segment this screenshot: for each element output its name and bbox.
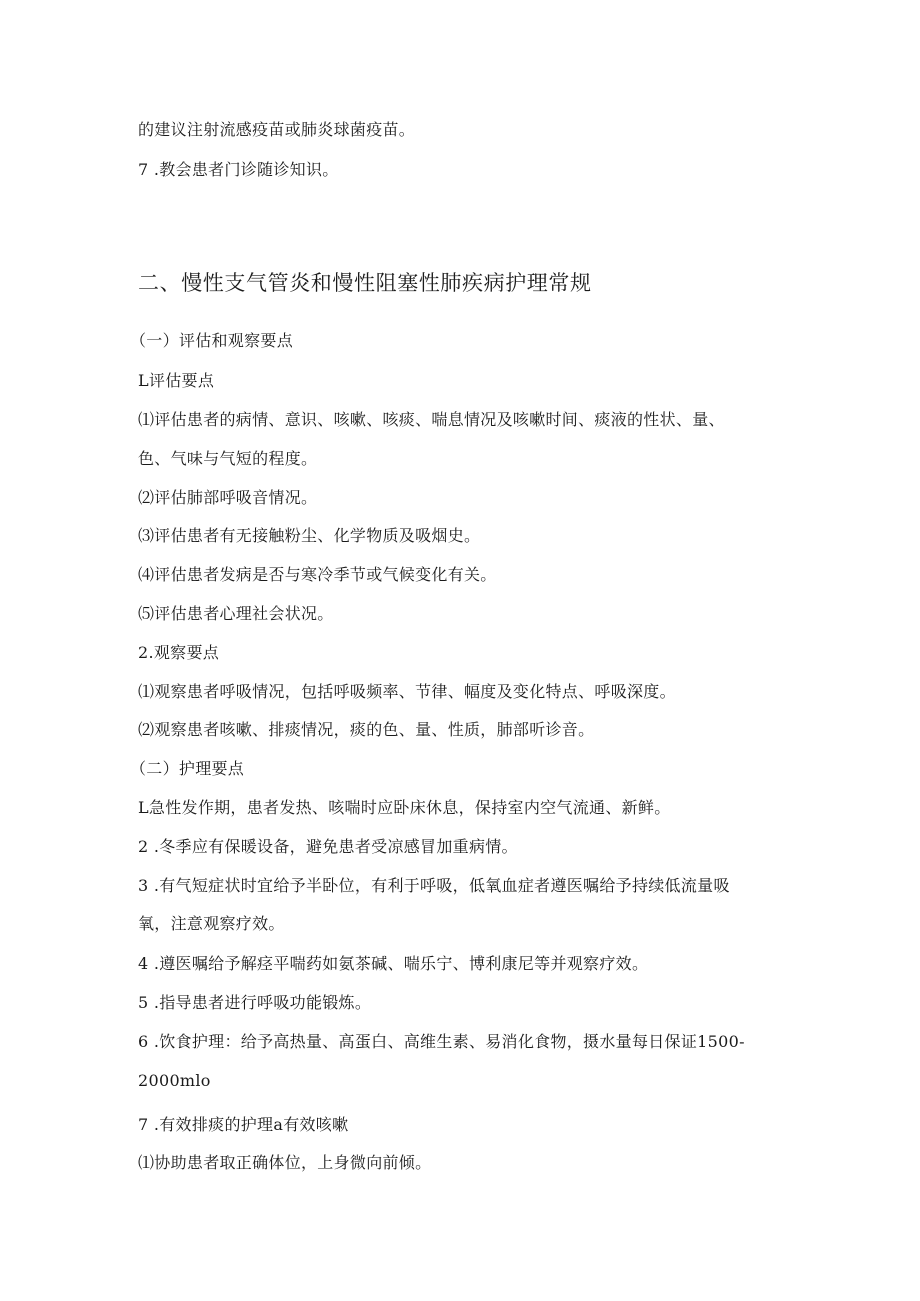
nursing-item-7: 7 .有效排痰的护理a有效咳嗽 <box>138 1115 349 1134</box>
section-title: 二、慢性支气管炎和慢性阻塞性肺疾病护理常规 <box>138 271 592 295</box>
assessment-item-4: ⑷评估患者发病是否与寒冷季节或气候变化有关。 <box>138 565 497 584</box>
assessment-item-3: ⑶评估患者有无接触粉尘、化学物质及吸烟史。 <box>138 526 481 545</box>
observation-item-2: ⑵观察患者咳嗽、排痰情况，痰的色、量、性质，肺部听诊音。 <box>138 720 595 739</box>
nursing-item-5: 5 .指导患者进行呼吸功能锻炼。 <box>138 993 372 1012</box>
observation-subheader: 2.观察要点 <box>138 643 220 662</box>
subsection-header-assessment: （一）评估和观察要点 <box>130 331 294 350</box>
assessment-item-1b: 色、气味与气短的程度。 <box>138 449 318 468</box>
paragraph-vaccine-advice: 的建议注射流感疫苗或肺炎球菌疫苗。 <box>138 120 416 139</box>
assessment-item-2: ⑵评估肺部呼吸音情况。 <box>138 488 318 507</box>
nursing-item-2: 2 .冬季应有保暖设备，避免患者受凉感冒加重病情。 <box>138 837 518 856</box>
nursing-item-4: 4 .遵医嘱给予解痉平喘药如氨茶碱、喘乐宁、博利康尼等并观察疗效。 <box>138 954 649 973</box>
assessment-subheader-1: L评估要点 <box>138 371 215 390</box>
observation-item-1: ⑴观察患者呼吸情况，包括呼吸频率、节律、幅度及变化特点、呼吸深度。 <box>138 682 676 701</box>
nursing-item-7-sub-1: ⑴协助患者取正确体位，上身微向前倾。 <box>138 1153 432 1172</box>
nursing-item-6b: 2000mlo <box>138 1071 211 1090</box>
nursing-item-3b: 氧，注意观察疗效。 <box>138 914 285 933</box>
subsection-header-nursing: （二）护理要点 <box>130 759 245 778</box>
nursing-item-3a: 3 .有气短症状时宜给予半卧位，有利于呼吸，低氧血症者遵医嘱给予持续低流量吸 <box>138 876 730 895</box>
assessment-item-1a: ⑴评估患者的病情、意识、咳嗽、咳痰、喘息情况及咳嗽时间、痰液的性状、量、 <box>138 410 725 429</box>
nursing-item-1: L急性发作期，患者发热、咳喘时应卧床休息，保持室内空气流通、新鲜。 <box>138 798 671 817</box>
paragraph-item-7-followup: 7 .教会患者门诊随诊知识。 <box>138 160 339 179</box>
assessment-item-5: ⑸评估患者心理社会状况。 <box>138 604 334 623</box>
nursing-item-6a: 6 .饮食护理：给予高热量、高蛋白、高维生素、易消化食物，摄水量每日保证1500- <box>138 1032 745 1051</box>
